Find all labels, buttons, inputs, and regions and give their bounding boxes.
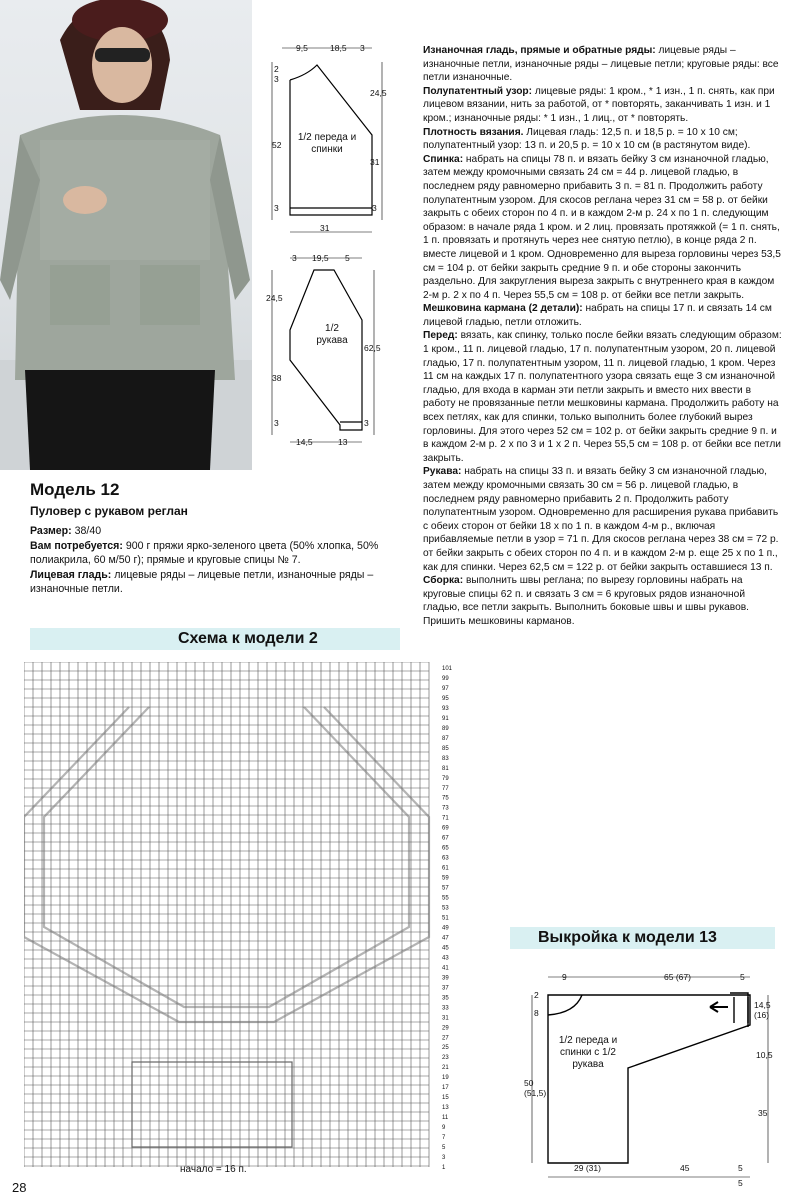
chart-row-number: 37	[442, 985, 449, 992]
instruction-label: Мешковина кармана (2 детали):	[423, 303, 583, 315]
sleeve-left-dim-3: 3	[274, 418, 279, 428]
instruction-label: Изнаночная гладь, прямые и обратные ряды:	[423, 45, 656, 56]
chart-row-number: 13	[442, 1105, 449, 1112]
p13-right-dim-3: 35	[758, 1108, 768, 1118]
front-left-dim-1: 2	[274, 64, 279, 74]
instruction-paragraph	[423, 44, 783, 85]
front-right-dim-2: 31	[370, 157, 380, 167]
chart-row-number: 99	[442, 675, 449, 682]
instruction-label: Перед:	[423, 330, 458, 342]
chart-row-number: 87	[442, 735, 449, 742]
model-spec	[30, 524, 400, 597]
chart-title-band	[30, 628, 400, 650]
p13-right-dim-2: 10,5	[756, 1050, 773, 1060]
p13-top-dim-2: 65 (67)	[664, 972, 691, 982]
instructions	[423, 44, 783, 629]
chart-row-number: 9	[442, 1125, 446, 1132]
chart-row-number: 1	[442, 1165, 446, 1171]
chart-row-number: 73	[442, 805, 449, 812]
chart-row-number: 63	[442, 855, 449, 862]
pattern13-label: 1/2 переда и спинки с 1/2 рукава	[558, 1035, 618, 1070]
materials-label: Вам потребуется:	[30, 540, 123, 552]
chart-row-number: 41	[442, 965, 449, 972]
pattern13-title: Выкройка к модели 13	[538, 929, 717, 946]
chart-row-number: 7	[442, 1135, 446, 1142]
front-right-dim-1: 24,5	[370, 88, 387, 98]
instruction-label: Сборка:	[423, 575, 464, 587]
model-photo-illustration	[0, 0, 252, 470]
chart-row-number: 55	[442, 895, 449, 902]
knitting-chart	[24, 662, 464, 1182]
sleeve-left-dim-2: 38	[272, 373, 282, 383]
instruction-label: Спинка:	[423, 153, 464, 165]
p13-top-dim-3: 5	[740, 972, 745, 982]
chart-start-label: начало = 16 п.	[180, 1164, 247, 1175]
front-pattern-label: 1/2 переда и спинки	[297, 132, 357, 155]
sleeve-bottom-dim-2: 13	[338, 437, 348, 447]
chart-row-number: 3	[442, 1155, 446, 1162]
instruction-paragraph	[423, 302, 783, 329]
instruction-label: Полупатентный узор:	[423, 85, 533, 97]
model-title: Модель 12	[30, 480, 120, 499]
chart-row-number: 75	[442, 795, 449, 802]
chart-row-number: 69	[442, 825, 449, 832]
instruction-text: набрать на спицы 17 п. и связать 14 см лицевой гладью, петли отложить.	[423, 303, 772, 328]
page-number: 28	[12, 1180, 27, 1195]
p13-bottom-dim-2: 45	[680, 1163, 690, 1173]
chart-row-number: 49	[442, 925, 449, 932]
pattern13-title-band	[510, 927, 775, 949]
chart-row-number: 67	[442, 835, 449, 842]
chart-row-number: 29	[442, 1025, 449, 1032]
instruction-text: Лицевая гладь: 12,5 п. и 18,5 р. = 10 х 10 см; полупатентный узор: 13 п. и 20,5 р. = 10 х 10 см (в растянутом виде).	[423, 126, 751, 152]
chart-row-number: 59	[442, 875, 449, 882]
front-right-dim-3: 3	[372, 203, 377, 213]
front-left-dim-4: 3	[274, 203, 279, 213]
sleeve-bottom-dim-1: 14,5	[296, 437, 313, 447]
front-top-dim-3: 3	[360, 43, 365, 53]
chart-row-number: 21	[442, 1065, 449, 1072]
chart-row-number: 17	[442, 1085, 449, 1092]
chart-row-number: 23	[442, 1055, 449, 1062]
chart-row-number: 27	[442, 1035, 449, 1042]
chart-row-number: 25	[442, 1045, 449, 1052]
instruction-text: лицевые ряды – изнаночные петли, изнаночные ряды – лицевые петли; круговые ряды: все петли изнаночные.	[423, 45, 779, 84]
chart-row-number: 31	[442, 1015, 449, 1022]
chart-row-number: 79	[442, 775, 449, 782]
chart-row-number: 35	[442, 995, 449, 1002]
sleeve-top-dim-3: 5	[345, 253, 350, 263]
chart-row-number: 5	[442, 1145, 446, 1152]
model-subtitle: Пуловер с рукавом реглан	[30, 504, 188, 518]
chart-row-number: 15	[442, 1095, 449, 1102]
instruction-paragraph	[423, 329, 783, 465]
size-value: 38/40	[71, 525, 102, 537]
size-label: Размер:	[30, 525, 72, 537]
p13-left-dim-2: 8	[534, 1008, 539, 1018]
p13-top-dim-1: 9	[562, 972, 567, 982]
p13-bottom-dim-1: 29 (31)	[574, 1163, 601, 1173]
front-left-dim-2: 3	[274, 74, 279, 84]
chart-row-number: 89	[442, 725, 449, 732]
instruction-paragraph	[423, 85, 783, 126]
instruction-text: набрать на спицы 78 п. и вязать бейку 3 см изнаночной гладью, затем между кромочными связать 24 см = 44 р. лицевой гладью, в последнем ряду равномерно прибавить 3 п. = 81 п. Продолжить работу полупатентным узором. Для скосов реглана через 31 см = 58 р. от бейки закрыть с обеих сторон по 4 п. и в каждом 2-м р. 24 х по 1 п. следующим образом: в начале ряда 1 кром. и 2 лиц. провязать протяжкой (= 1 п. снять, 1 п. провязать и протянуть через нее снятую петлю), в конце ряда 2 п. вместе лицевой и 1 кром. Одновременно для выреза горловины через 53,5 см = 104 р. от бейки закрыть средние 9 п. и обе стороны закончить раздельно. Для закругления выреза закрыть с внутреннего края в каждом 2-м р. 2 х по 4 п. Через 55,5 см = 108 р. от бейки все петли закрыть.	[423, 153, 781, 301]
chart-row-number: 39	[442, 975, 449, 982]
chart-title: Схема к модели 2	[178, 630, 318, 647]
chart-row-number: 101	[442, 666, 453, 672]
instruction-text: набрать на спицы 33 п. и вязать бейку 3 см изнаночной гладью, затем между кромочными связать 30 см = 56 р. лицевой гладью, в последнем ряду равномерно прибавить 2 п. Продолжить работу полупатентным узором. Одновременно для расширения рукава прибавить с обеих сторон от бейки 18 х по 1 п. в каждом 4-м р., включая прибавляемые петли в узор = 71 п. Для скосов реглана через 38 см = 72 р. от бейки закрыть с обеих сторон по 4 п. и в каждом 2-м р. еще 25 х по 1 п., как для спинки. Через 62,5 см = 122 р. от бейки закрыть оставшиеся 13 п.	[423, 466, 779, 573]
instruction-paragraph	[423, 465, 783, 574]
chart-row-number: 57	[442, 885, 449, 892]
front-left-dim-3: 52	[272, 140, 282, 150]
stockinette-label: Лицевая гладь:	[30, 569, 112, 581]
p13-right-dim-1: 14,5 (16)	[754, 1000, 771, 1020]
chart-row-number: 43	[442, 955, 449, 962]
sleeve-right-dim-2: 3	[364, 418, 369, 428]
instruction-text: лицевые ряды: 1 кром., * 1 изн., 1 п. снять, как при лицевом вязании, нить за работой, от * повторять, заканчивать 1 изн. и 1 кром.; изнаночные ряды: * 1 изн., 1 лиц., от * повторять.	[423, 85, 775, 124]
front-top-dim-2: 18,5	[330, 43, 347, 53]
sleeve-pattern-label: 1/2 рукава	[316, 323, 348, 346]
chart-row-number: 19	[442, 1075, 449, 1082]
instruction-paragraph	[423, 153, 783, 303]
instruction-paragraph	[423, 126, 783, 153]
chart-row-number: 33	[442, 1005, 449, 1012]
chart-row-number: 61	[442, 865, 449, 872]
chart-row-number: 65	[442, 845, 449, 852]
chart-row-number: 71	[442, 815, 449, 822]
sleeve-top-dim-1: 3	[292, 253, 297, 263]
stockinette-value: лицевые ряды – лицевые петли, изнаночные ряды – изнаночные петли.	[30, 569, 374, 595]
chart-row-number: 91	[442, 715, 449, 722]
front-top-dim-1: 9,5	[296, 43, 308, 53]
pattern13-drawing	[520, 965, 790, 1195]
instruction-text: выполнить швы реглана; по вырезу горловины набрать на круговые спицы 62 п. и связать 3 см = 6 круговых рядов изнаночной гладью, все петли закрыть. Выполнить боковые швы и швы рукавов. Пришить мешковины карманов.	[423, 575, 750, 627]
sleeve-top-dim-2: 19,5	[312, 253, 329, 263]
chart-row-number: 53	[442, 905, 449, 912]
chart-row-number: 97	[442, 685, 449, 692]
chart-row-number: 83	[442, 755, 449, 762]
chart-row-number: 11	[442, 1115, 449, 1122]
p13-left-dim-3: 50 (51,5)	[524, 1078, 547, 1098]
instruction-paragraph	[423, 574, 783, 628]
chart-row-number: 51	[442, 915, 449, 922]
instruction-text: вязать, как спинку, только после бейки вязать следующим образом: 1 кром., 11 п. лицевой гладью, 17 п. полупатентным узором, 20 п. лицевой гладью, 17 п. полупатентным узором, 11 п. лицевой гладью, 1 кром. Через 11 см на каждых 17 п. полупатентного узора связать еще 3 см изнаночной гладью, для входа в карман эти петли закрыть и вместо них ввести в работу не провязанные петли мешковины кармана. Продолжить работу на всех петлях, как для спинки, только выполнить более глубокий вырез горловины. Для этого через 52 см = 102 р. от бейки закрыть средние 9 п. и в каждом 2-м р. 2 х по 3 и 1 х 2 п. Через 55,5 см = 108 р. от бейки все петли закрыть.	[423, 330, 782, 464]
chart-row-number: 77	[442, 785, 449, 792]
model-photo	[0, 0, 252, 470]
chart-row-number: 81	[442, 765, 449, 772]
materials-value: 900 г пряжи ярко-зеленого цвета (50% хлопка, 50% полиакрила, 60 м/50 г); прямые и круговые спицы № 7.	[30, 540, 379, 566]
chart-row-number: 95	[442, 695, 449, 702]
instruction-label: Плотность вязания.	[423, 126, 524, 138]
front-bottom-dim: 31	[320, 223, 330, 233]
chart-row-number: 47	[442, 935, 449, 942]
chart-row-number: 45	[442, 945, 449, 952]
p13-left-dim-1: 2	[534, 990, 539, 1000]
chart-row-number: 85	[442, 745, 449, 752]
p13-bottom-dim-4: 5	[738, 1178, 743, 1188]
sleeve-right-dim-1: 62,5	[364, 343, 381, 353]
chart-row-number: 93	[442, 705, 449, 712]
sleeve-left-dim-1: 24,5	[266, 293, 283, 303]
instruction-label: Рукава:	[423, 466, 462, 478]
p13-bottom-dim-3: 5	[738, 1163, 743, 1173]
